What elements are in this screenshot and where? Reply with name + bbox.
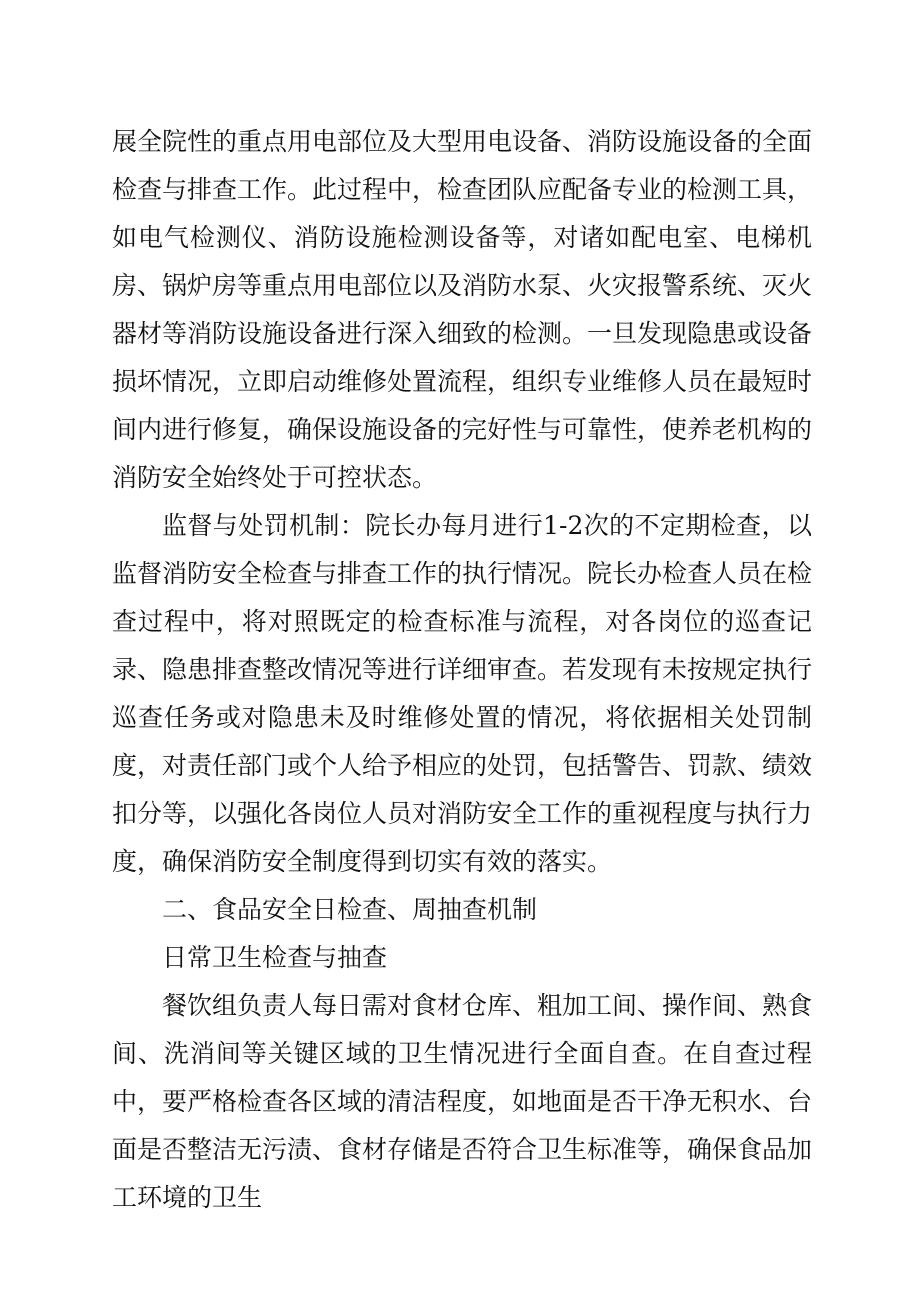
section-heading-food-safety: 二、食品安全日检查、周抽查机制 (162, 895, 538, 924)
paragraph-supervision-penalty: 监督与处罚机制：院长办每月进行1-2次的不定期检查，以监督消防安全检查与排查工作的执行情况。院长办检查人员在检查过程中，将对照既定的检查标准与流程，对各岗位的巡查记录、隐患排查整改情况等进行详细审查。若发现有未按规定执行巡查任务或对隐患未及时维修处置的情况，将依据相关处罚制度，对责任部门或个人给予相应的处罚，包括警告、罚款、绩效扣分等，以强化各岗位人员对消防安全工作的重视程度与执行力度，确保消防安全制度得到切实有效的落实。 (112, 511, 813, 876)
document-body (112, 118, 812, 1222)
subsection-heading-daily-hygiene: 日常卫生检查与抽查 (162, 943, 388, 972)
paragraph-catering-self-check: 餐饮组负责人每日需对食材仓库、粗加工间、操作间、熟食间、洗消间等关键区域的卫生情况进行全面自查。在自查过程中，要严格检查各区域的清洁程度，如地面是否干净无积水、台面是否整洁无污渍、食材存储是否符合卫生标准等，确保食品加工环境的卫生 (112, 991, 813, 1212)
paragraph-fire-equipment-inspection: 展全院性的重点用电部位及大型用电设备、消防设施设备的全面检查与排查工作。此过程中，检查团队应配备专业的检测工具，如电气检测仪、消防设施检测设备等，对诸如配电室、电梯机房、锅炉房等重点用电部位以及消防水泵、火灾报警系统、灭火器材等消防设施设备进行深入细致的检测。一旦发现隐患或设备损坏情况，立即启动维修处置流程，组织专业维修人员在最短时间内进行修复，确保设施设备的完好性与可靠性，使养老机构的消防安全始终处于可控状态。 (112, 127, 813, 492)
